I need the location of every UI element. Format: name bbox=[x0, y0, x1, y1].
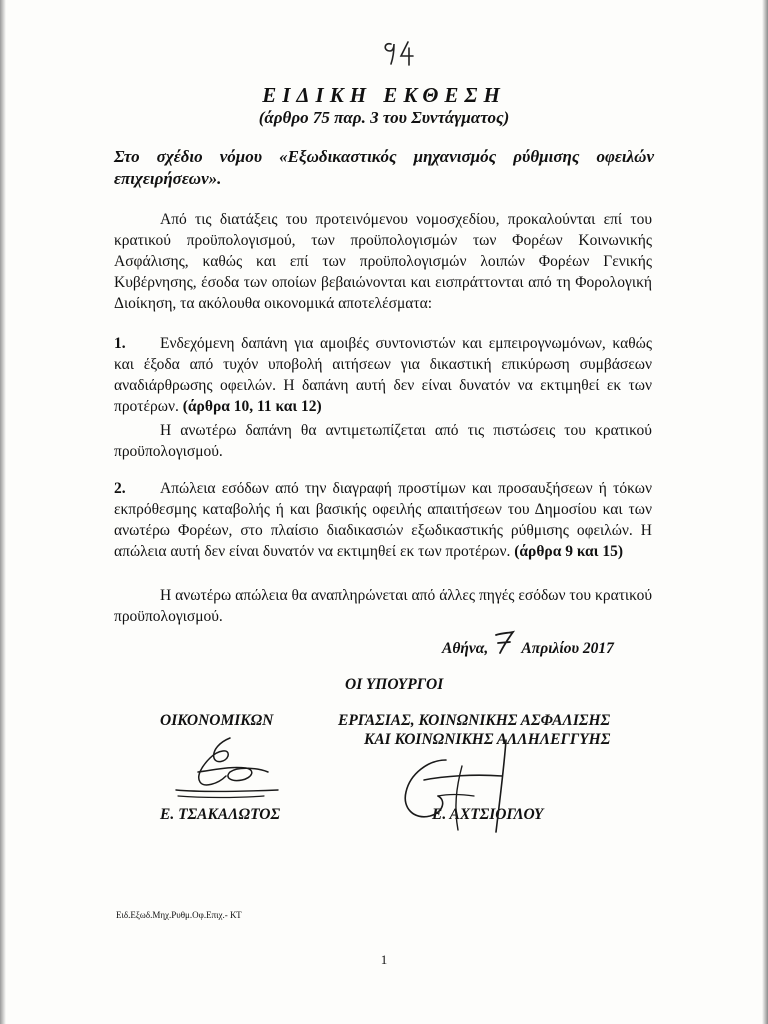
ministry-labour-line1: ΕΡΓΑΣΙΑΣ, ΚΟΙΝΩΝΙΚΗΣ ΑΣΦΑΛΙΣΗΣ bbox=[338, 712, 611, 729]
scan-edge-right bbox=[762, 0, 768, 1024]
signatory-labour-name: Ε. ΑΧΤΣΙΟΓΛΟΥ bbox=[432, 806, 544, 823]
item-1 bbox=[114, 333, 652, 417]
bill-heading: Στο σχέδιο νόμου «Εξωδικαστικός μηχανισμός ρύθμισης οφειλών επιχειρήσεων». bbox=[114, 147, 654, 188]
ministers-label: ΟΙ ΥΠΟΥΡΓΟΙ bbox=[345, 676, 444, 693]
signature-tsakalotos bbox=[168, 732, 288, 804]
date-suffix: Απριλίου 2017 bbox=[521, 640, 614, 657]
item-2-ref: (άρθρα 9 και 15) bbox=[514, 543, 624, 560]
date-day-handwritten bbox=[492, 637, 518, 659]
date-prefix: Αθήνα, bbox=[442, 640, 489, 657]
document-title: ΕΙΔΙΚΗ ΕΚΘΕΣΗ bbox=[262, 83, 506, 107]
ministry-labour-line2: ΚΑΙ ΚΟΙΝΩΝΙΚΗΣ ΑΛΛΗΛΕΓΓΥΗΣ bbox=[364, 731, 611, 748]
item-1-text: Ενδεχόμενη δαπάνη για αμοιβές συντονιστών και εμπειρογνωμόνων, καθώς και έξοδα από τυχόν υποβολή αιτήσεων για δικαστική επικύρωση συμβάσεων αναδιάρθρωσης οφειλών. Η δαπάνη αυτή δεν είναι δυνατόν να εκτιμηθεί εκ των προτέρων. bbox=[114, 335, 652, 415]
item-2-text: Απώλεια εσόδων από την διαγραφή προστίμων και προσαυξήσεων ή τόκων εκπρόθεσμης καταβολής ή και βασικής οφειλής απαιτήσεων του Δημοσίου και των ανωτέρω Φορέων, στο πλαίσιο διαδικασιών εξωδικαστικής ρύθμισης οφειλών. Η απώλεια αυτή δεν είναι δυνατόν να εκτιμηθεί εκ των προτέρων. bbox=[114, 480, 652, 560]
item-2-number: 2. bbox=[114, 480, 126, 497]
item-1-number: 1. bbox=[114, 335, 126, 352]
ministry-finance: ΟΙΚΟΝΟΜΙΚΩΝ bbox=[160, 712, 274, 729]
item-1-ref: (άρθρα 10, 11 και 12) bbox=[182, 398, 322, 415]
item-1-followup: Η ανωτέρω δαπάνη θα αντιμετωπίζεται από τις πιστώσεις του κρατικού προϋπολογισμού. bbox=[114, 422, 652, 460]
item-2-followup: Η ανωτέρω απώλεια θα αναπληρώνεται από άλλες πηγές εσόδων του κρατικού προϋπολογισμού. bbox=[114, 587, 652, 625]
page-number: 1 bbox=[380, 952, 388, 967]
item-2 bbox=[114, 478, 652, 562]
intro-paragraph: Από τις διατάξεις του προτεινόμενου νομοσχεδίου, προκαλούνται επί του κρατικού προϋπολογισμού, των προϋπολογισμών των Φορέων Κοινωνικής Ασφάλισης, καθώς και επί των προϋπολογισμών λοιπών Φορέων Γενικής Κυβέρνησης, έσοδα των οποίων βεβαιώνονται και εισπράττονται από τη Φορολογική Διοίκηση, τα ακόλουθα οικονομικά αποτελέσματα: bbox=[114, 211, 652, 312]
scan-edge-left bbox=[0, 0, 6, 1024]
footer-reference: Ειδ.Εξωδ.Μηχ.Ρυθμ.Οφ.Επιχ.- ΚΤ bbox=[116, 910, 242, 920]
signatory-finance-name: Ε. ΤΣΑΚΑΛΩΤΟΣ bbox=[160, 806, 281, 823]
date-line bbox=[442, 637, 614, 659]
document-subtitle: (άρθρο 75 παρ. 3 του Συντάγματος) bbox=[258, 108, 510, 127]
signature-achtsioglou bbox=[384, 738, 534, 834]
handwritten-page-mark bbox=[380, 38, 420, 68]
